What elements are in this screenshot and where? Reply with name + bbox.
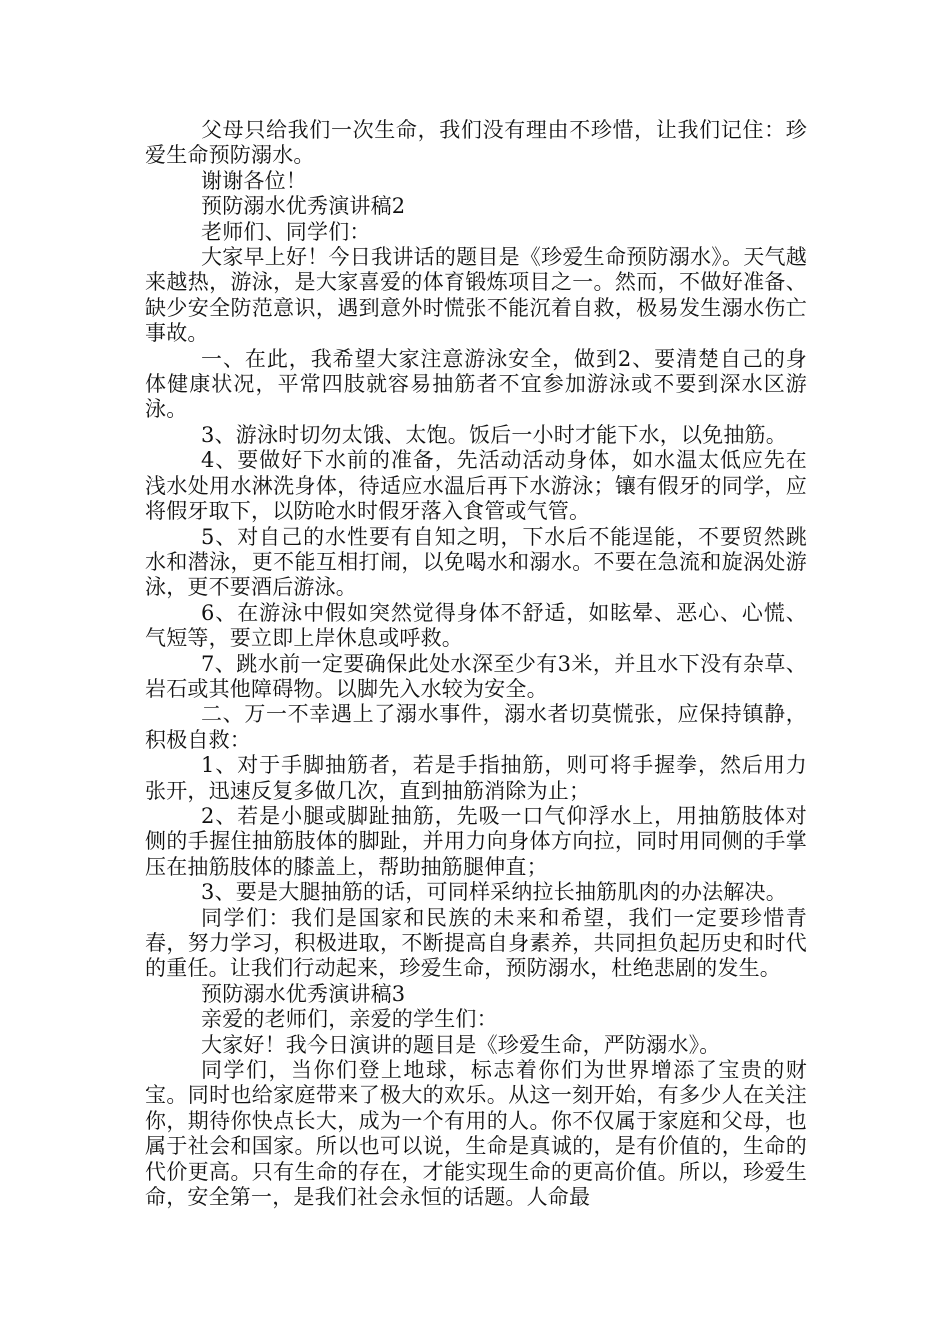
paragraph: 同学们，当你们登上地球，标志着你们为世界增添了宝贵的财宝。同时也给家庭带来了极大的欢乐。从这一刻开始，有多少人在关注你，期待你快点长大，成为一个有用的人。你不仅属于家庭和父母，也属于社会和国家。所以也可以说，生命是真诚的，是有价值的，生命的代价更高。只有生命的存在，才能实现生命的更高价值。所以，珍爱生命，安全第一，是我们社会永恒的话题。人命最 [145, 1058, 807, 1210]
paragraph: 3、要是大腿抽筋的话，可同样采纳拉长抽筋肌肉的办法解决。 [201, 880, 787, 905]
document-body [145, 118, 807, 1210]
section-heading: 预防溺水优秀演讲稿2 [201, 194, 406, 219]
paragraph: 大家好！我今日演讲的题目是《珍爱生命，严防溺水》。 [201, 1032, 721, 1057]
paragraph: 7、跳水前一定要确保此处水深至少有3米，并且水下没有杂草、岩石或其他障碍物。以脚先入水较为安全。 [145, 651, 807, 701]
paragraph: 大家早上好！今日我讲话的题目是《珍爱生命预防溺水》。天气越来越热，游泳，是大家喜爱的体育锻炼项目之一。然而，不做好准备、缺少安全防范意识，遇到意外时慌张不能沉着自救，极易发生溺水伤亡事故。 [145, 245, 807, 346]
section-heading: 预防溺水优秀演讲稿3 [201, 981, 406, 1006]
paragraph: 6、在游泳中假如突然觉得身体不舒适，如眩晕、恶心、心慌、气短等，要立即上岸休息或呼救。 [145, 600, 807, 651]
paragraph: 同学们：我们是国家和民族的未来和希望，我们一定要珍惜青春，努力学习，积极进取，不断提高自身素养，共同担负起历史和时代的重任。让我们行动起来，珍爱生命，预防溺水，杜绝悲剧的发生。 [145, 905, 807, 981]
paragraph: 父母只给我们一次生命，我们没有理由不珍惜，让我们记住：珍爱生命预防溺水。 [145, 118, 807, 168]
salutation: 老师们、同学们： [201, 219, 371, 244]
paragraph: 2、若是小腿或脚趾抽筋，先吸一口气仰浮水上，用抽筋肢体对侧的手握住抽筋肢体的脚趾，并用力向身体方向拉，同时用同侧的手掌压在抽筋肢体的膝盖上，帮助抽筋腿伸直； [145, 803, 807, 879]
paragraph: 1、对于手脚抽筋者，若是手指抽筋，则可将手握拳，然后用力张开，迅速反复多做几次，直到抽筋消除为止； [145, 753, 807, 803]
paragraph: 4、要做好下水前的准备，先活动活动身体，如水温太低应先在浅水处用水淋洗身体，待适应水温后再下水游泳；镶有假牙的同学，应将假牙取下，以防呛水时假牙落入食管或气管。 [145, 448, 807, 524]
paragraph: 一、在此，我希望大家注意游泳安全，做到2、要清楚自己的身体健康状况，平常四肢就容易抽筋者不宜参加游泳或不要到深水区游泳。 [145, 346, 807, 422]
paragraph: 二、万一不幸遇上了溺水事件，溺水者切莫慌张，应保持镇静，积极自救： [145, 702, 807, 752]
paragraph: 5、对自己的水性要有自知之明，下水后不能逞能，不要贸然跳水和潜泳，更不能互相打闹，以免喝水和溺水。不要在急流和旋涡处游泳，更不要酒后游泳。 [145, 524, 807, 600]
paragraph: 谢谢各位！ [201, 168, 307, 193]
salutation: 亲爱的老师们，亲爱的学生们： [201, 1007, 498, 1032]
paragraph: 3、游泳时切勿太饿、太饱。饭后一小时才能下水，以免抽筋。 [201, 422, 787, 447]
